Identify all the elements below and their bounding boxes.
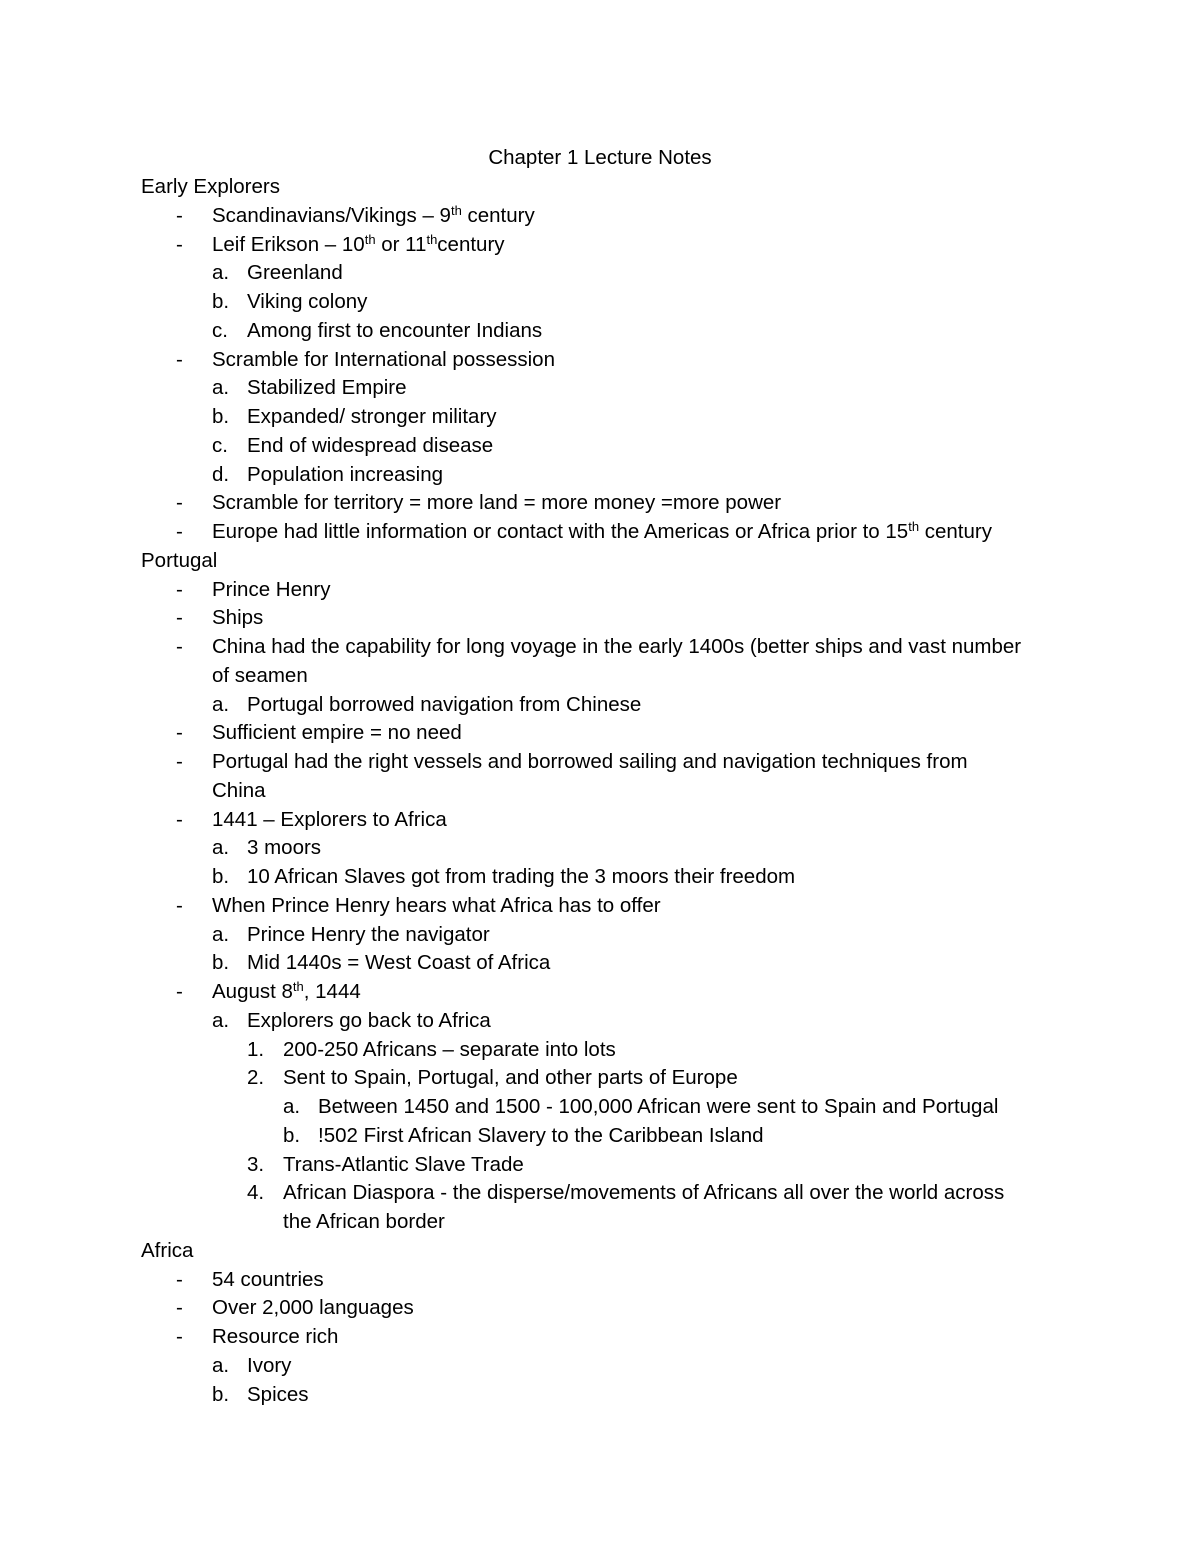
list-marker: a. [212,692,230,716]
line-text: Resource rich [212,1325,339,1348]
line-text: Portugal had the right vessels and borrowed sailing and navigation techniques from [212,750,968,773]
line-text: of seamen [212,663,308,687]
line-text: August 8th, 1444 [212,979,361,1003]
bullet-dash: - [176,491,183,515]
line-text: the African border [283,1210,445,1233]
list-marker: a. [212,261,230,285]
line-text: When Prince Henry hears what Africa has to offer [212,893,661,917]
line-text: Stabilized Empire [247,376,407,400]
line-text: Population increasing [247,462,444,486]
line-text: Prince Henry [212,577,331,601]
list-marker: b. [212,1382,230,1406]
list-marker: 2. [247,1066,265,1090]
line-text: Ivory [247,1353,292,1377]
line-text: Europe had little information or contact with the Americas or Africa prior to 15th century [212,519,992,543]
list-marker: 1. [247,1037,265,1061]
line-text: Spices [247,1382,309,1406]
line-text: Between 1450 and 1500 - 100,000 African were sent to Spain and Portugal [318,1095,999,1118]
list-marker: b. [283,1123,301,1147]
document-title: Chapter 1 Lecture Notes [488,146,712,169]
bullet-dash: - [176,635,183,658]
line-text: 1441 – Explorers to Africa [212,807,447,831]
list-marker: a. [212,376,230,400]
line-text: Scramble for International possession [212,347,555,371]
list-marker: b. [212,405,230,428]
list-marker: a. [212,836,230,860]
line-text: 54 countries [212,1267,324,1291]
line-text: Portugal borrowed navigation from Chinese [247,692,642,716]
bullet-dash: - [176,347,183,371]
line-text: China had the capability for long voyage in the early 1400s (better ships and vast number [212,635,1022,658]
line-text: !502 First African Slavery to the Caribbean Island [318,1123,764,1147]
bullet-dash: - [176,721,183,745]
line-text: 200-250 Africans – separate into lots [283,1037,616,1061]
line-text: Early Explorers [141,175,280,198]
bullet-dash: - [176,203,183,227]
line-text: Explorers go back to Africa [247,1008,491,1032]
list-marker: a. [212,1353,230,1377]
bullet-dash: - [176,1267,183,1291]
line-text: Among first to encounter Indians [247,318,543,342]
line-text: Scramble for territory = more land = more money =more power [212,491,782,515]
line-text: Portugal [141,548,218,572]
list-marker: a. [283,1095,301,1118]
line-text: Trans-Atlantic Slave Trade [283,1152,524,1176]
bullet-dash: - [176,577,183,601]
bullet-dash: - [176,807,183,831]
bullet-dash: - [176,520,183,543]
line-text: African Diaspora - the disperse/movements of Africans all over the world across [283,1181,1005,1205]
list-marker: a. [212,1008,230,1032]
line-text: Mid 1440s = West Coast of Africa [247,951,551,975]
list-marker: 4. [247,1181,265,1205]
list-marker: 3. [247,1152,265,1176]
line-text: Sufficient empire = no need [212,721,462,745]
list-marker: c. [212,433,228,457]
line-text: Ships [212,606,264,630]
line-text: End of widespread disease [247,433,494,457]
bullet-dash: - [176,750,183,773]
line-text: China [212,778,266,802]
bullet-dash: - [176,1325,183,1348]
line-text: Africa [141,1238,194,1262]
line-text: Viking colony [247,290,368,313]
list-marker: c. [212,318,228,342]
list-marker: b. [212,290,230,313]
list-marker: d. [212,462,230,486]
line-text: Expanded/ stronger military [247,405,497,428]
line-text: Scandinavians/Vikings – 9th century [212,202,535,227]
line-text: Leif Erikson – 10th or 11thcentury [212,231,505,256]
bullet-dash: - [176,606,183,630]
line-text: 10 African Slaves got from trading the 3 moors their freedom [247,865,796,888]
line-text: Over 2,000 languages [212,1296,414,1320]
bullet-dash: - [176,893,183,917]
list-marker: a. [212,922,230,946]
line-text: Greenland [247,261,343,285]
list-marker: b. [212,951,230,975]
line-text: Prince Henry the navigator [247,922,490,946]
bullet-dash: - [176,1296,183,1320]
bullet-dash: - [176,232,183,256]
line-text: 3 moors [247,836,322,860]
list-marker: b. [212,865,230,888]
line-text: Sent to Spain, Portugal, and other parts of Europe [283,1066,738,1090]
bullet-dash: - [176,980,183,1003]
